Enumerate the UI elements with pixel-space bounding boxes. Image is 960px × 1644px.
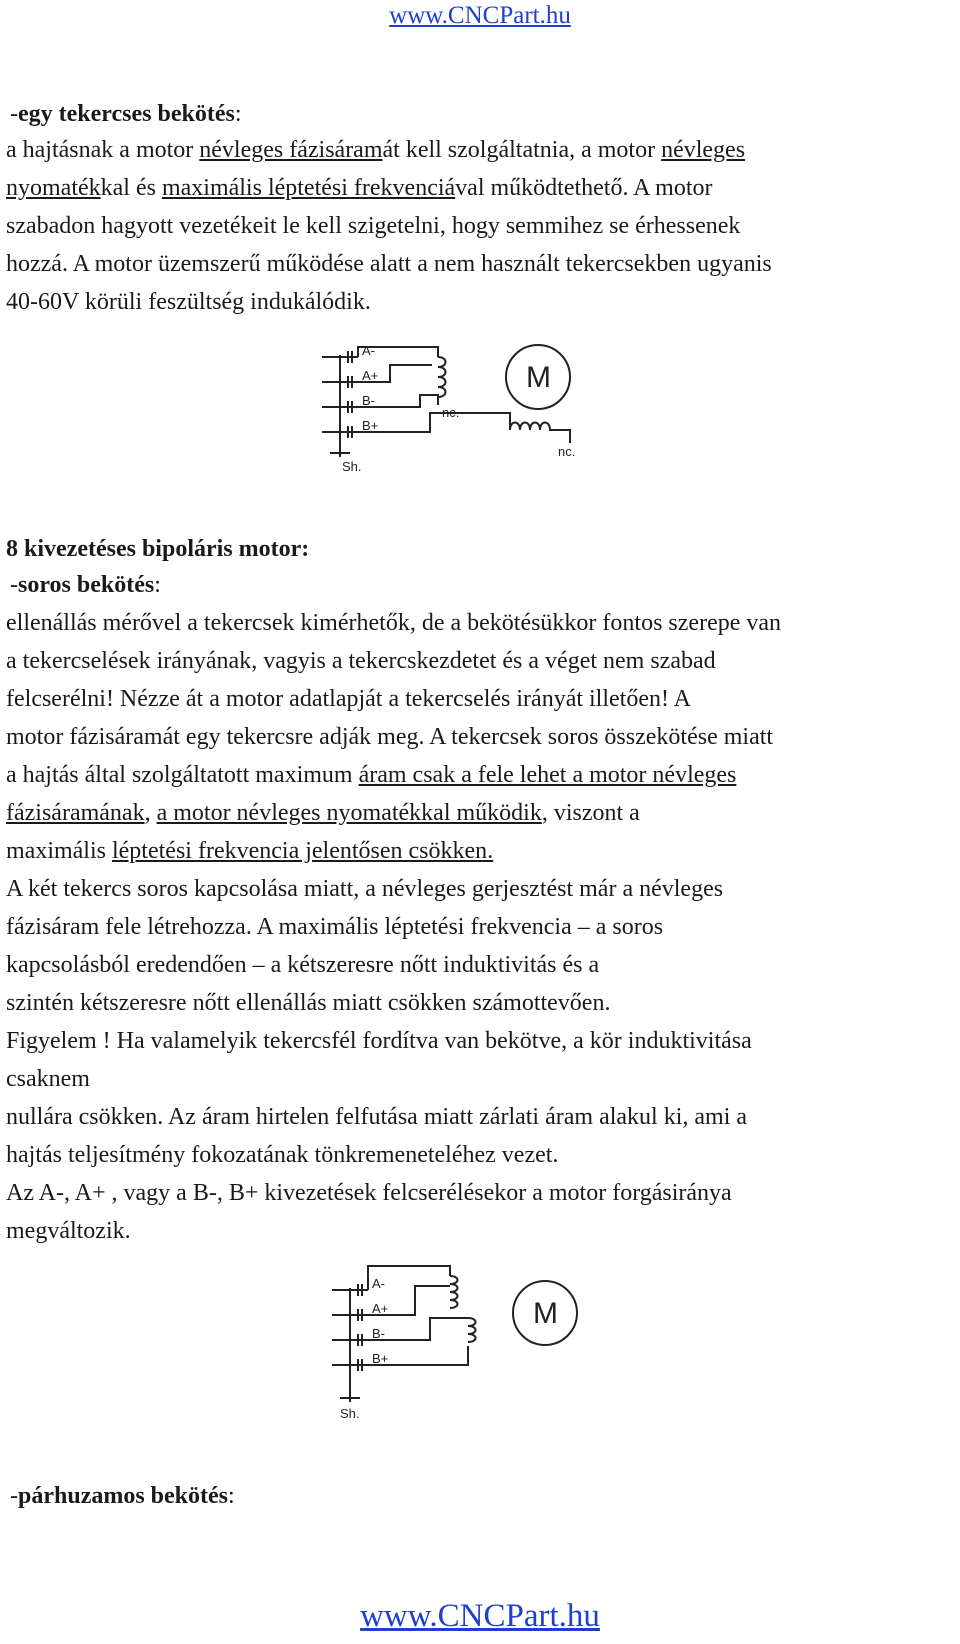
text-run: csaknem xyxy=(6,1066,90,1092)
d2-label-b-minus: B- xyxy=(372,1326,385,1341)
text-run: át kell szolgáltatnia, a motor xyxy=(382,137,662,163)
section2-paragraph xyxy=(6,604,956,1250)
text-line xyxy=(6,1136,956,1174)
text-run: fázisáram fele létrehozza. A maximális léptetési frekvencia – a soros xyxy=(6,914,664,940)
section3-heading-suffix: : xyxy=(228,1483,235,1509)
text-line xyxy=(6,1098,956,1136)
underlined-text: maximális léptetési frekvenciá xyxy=(161,175,456,201)
text-line xyxy=(6,642,956,680)
text-line xyxy=(6,870,956,908)
text-line xyxy=(6,207,956,245)
text-line xyxy=(6,1174,956,1212)
text-run: Az A-, A+ , vagy a B-, B+ kivezetések felcserélésekor a motor forgásiránya xyxy=(6,1180,732,1206)
text-line xyxy=(6,283,956,321)
d1-label-b-plus: B+ xyxy=(362,418,379,433)
text-run: ellenállás mérővel a tekercsek kimérhetők, de a bekötésükkor fontos szerepe van xyxy=(6,610,782,636)
text-line xyxy=(6,680,956,718)
section2-heading: 8 kivezetéses bipoláris motor: xyxy=(6,536,310,562)
single-coil-wiring-diagram xyxy=(310,335,600,480)
text-run: megváltozik. xyxy=(6,1218,131,1244)
text-line xyxy=(6,604,956,642)
section3-heading xyxy=(10,1483,235,1510)
text-line xyxy=(6,1060,956,1098)
header-site-link[interactable]: www.CNCPart.hu xyxy=(389,2,571,29)
underlined-text: nyomaték xyxy=(6,175,101,201)
d2-shield-label: Sh. xyxy=(340,1406,360,1421)
underlined-text: léptetési frekvencia jelentősen csökken. xyxy=(111,838,494,864)
text-run: maximális xyxy=(6,838,112,864)
text-run: hozzá. A motor üzemszerű működése alatt a nem használt tekercsekben ugyanis xyxy=(6,251,772,277)
section2-subheading-text: soros bekötés xyxy=(18,572,155,598)
text-line xyxy=(6,1212,956,1250)
text-run: hajtás teljesítmény fokozatának tönkremeneteléhez vezet. xyxy=(6,1142,559,1168)
text-line xyxy=(6,718,956,756)
underlined-text: névleges fázisáram xyxy=(199,137,383,163)
underlined-text: fázisáramának xyxy=(6,800,145,826)
text-line xyxy=(6,794,956,832)
series-wiring-diagram xyxy=(320,1258,590,1428)
text-line xyxy=(6,984,956,1022)
d1-label-a-plus: A+ xyxy=(362,368,379,383)
text-line xyxy=(6,908,956,946)
d2-label-a-minus: A- xyxy=(372,1276,385,1291)
section2-subheading-prefix: - xyxy=(10,572,18,598)
text-line xyxy=(6,1022,956,1060)
text-run: a tekercselések irányának, vagyis a tekercskezdetet és a véget nem szabad xyxy=(6,648,716,674)
d2-label-a-plus: A+ xyxy=(372,1301,389,1316)
d1-motor-label: M xyxy=(526,361,551,394)
text-run: , xyxy=(144,800,157,826)
d1-label-a-minus: A- xyxy=(362,343,375,358)
text-run: a hajtásnak a motor xyxy=(6,137,200,163)
d1-nc-label-2: nc. xyxy=(558,444,576,459)
underlined-text: névleges xyxy=(661,137,746,163)
d1-label-b-minus: B- xyxy=(362,393,375,408)
text-run: val működtethető. A motor xyxy=(455,175,713,201)
text-run: nullára csökken. Az áram hirtelen felfutása miatt zárlati áram alakul ki, ami a xyxy=(6,1104,748,1130)
section1-heading xyxy=(10,101,242,128)
section3-heading-prefix: - xyxy=(10,1483,18,1509)
d1-nc-label-1: nc. xyxy=(442,405,460,420)
section2-subheading-suffix: : xyxy=(154,572,161,598)
section1-paragraph xyxy=(6,131,956,321)
footer-site-link[interactable]: www.CNCPart.hu xyxy=(360,1598,600,1634)
text-line xyxy=(6,832,956,870)
text-run: felcserélni! Nézze át a motor adatlapját a tekercselés irányát illetően! A xyxy=(6,686,691,712)
text-run: a hajtás által szolgáltatott maximum xyxy=(6,762,359,788)
text-line xyxy=(6,756,956,794)
d2-label-b-plus: B+ xyxy=(372,1351,389,1366)
text-run: Figyelem ! Ha valamelyik tekercsfél fordítva van bekötve, a kör induktivitása xyxy=(6,1028,752,1054)
d1-shield-label: Sh. xyxy=(342,459,362,474)
d2-motor-label: M xyxy=(533,1297,558,1330)
text-run: 40-60V körüli feszültség indukálódik. xyxy=(6,289,371,315)
section1-heading-prefix: - xyxy=(10,101,18,127)
section1-heading-text: egy tekercses bekötés xyxy=(18,101,235,127)
text-run: A két tekercs soros kapcsolása miatt, a névleges gerjesztést már a névleges xyxy=(6,876,724,902)
text-run: kapcsolásból eredendően – a kétszeresre nőtt induktivitás és a xyxy=(6,952,600,978)
text-run: szintén kétszeresre nőtt ellenállás miatt csökken számottevően. xyxy=(6,990,611,1016)
text-line xyxy=(6,169,956,207)
text-run: szabadon hagyott vezetékeit le kell szigetelni, hogy semmihez se érhessenek xyxy=(6,213,741,239)
text-run: , viszont a xyxy=(541,800,640,826)
section2-subheading xyxy=(10,572,161,599)
section1-heading-suffix: : xyxy=(234,101,242,127)
underlined-text: a motor névleges nyomatékkal működik xyxy=(156,800,542,826)
text-run: motor fázisáramát egy tekercsre adják meg. A tekercsek soros összekötése miatt xyxy=(6,724,774,750)
underlined-text: áram csak a fele lehet a motor névleges xyxy=(358,762,737,788)
text-run: kal és xyxy=(100,175,162,201)
text-line xyxy=(6,946,956,984)
text-line xyxy=(6,245,956,283)
section3-heading-text: párhuzamos bekötés xyxy=(18,1483,229,1509)
text-line xyxy=(6,131,956,169)
